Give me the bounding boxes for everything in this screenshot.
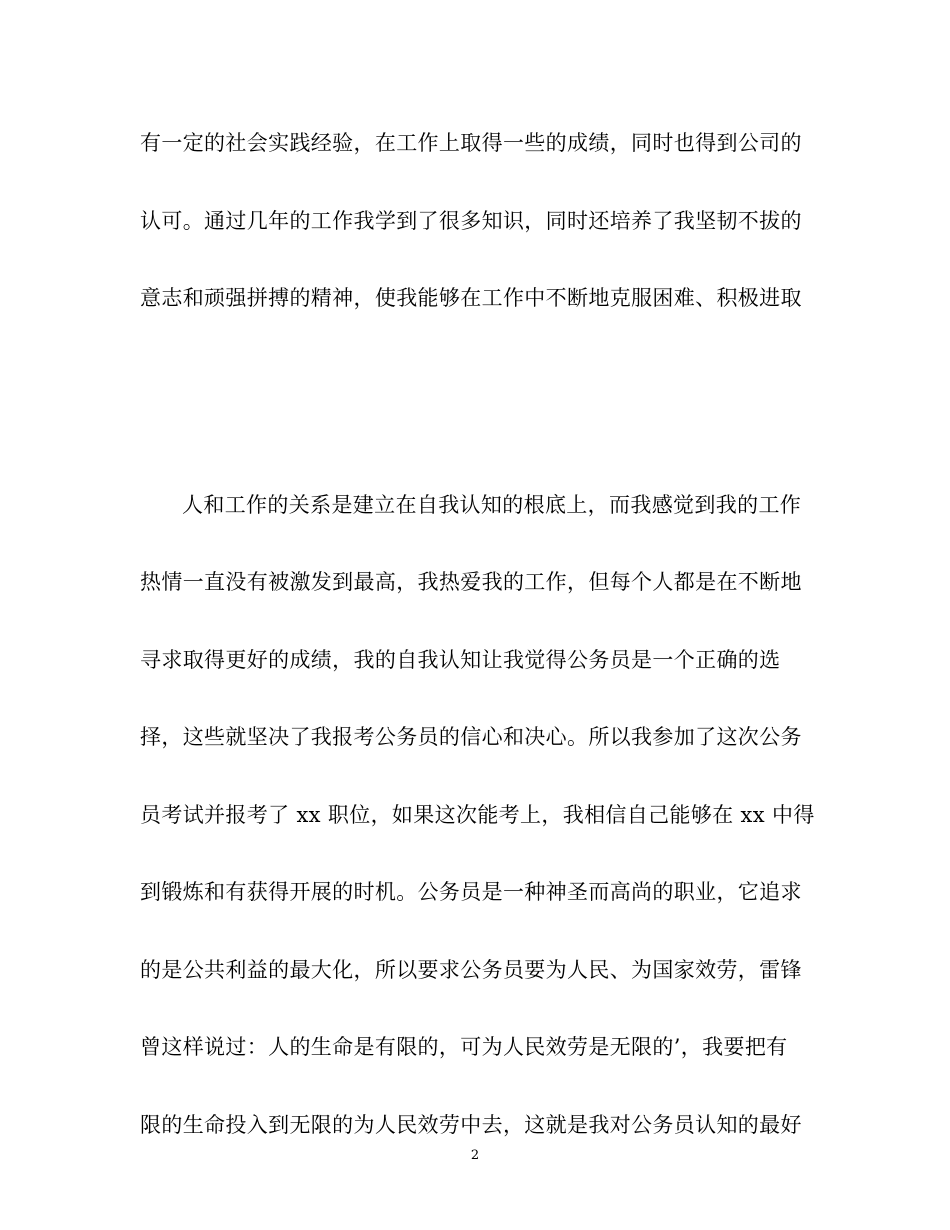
paragraph-line: 择，这些就坚决了我报考公务员的信心和决心。所以我参加了这次公务 (140, 725, 802, 749)
paragraph-line: 寻求取得更好的成绩，我的自我认知让我觉得公务员是一个正确的选 (140, 648, 781, 672)
paragraph-line: 的是公共利益的最大化，所以要求公务员要为人民、为国家效劳，雷锋 (140, 958, 802, 982)
paragraph-line: 员考试并报考了 xx 职位，如果这次能考上，我相信自己能够在 xx 中得 (140, 803, 815, 827)
paragraph-line: 到锻炼和有获得开展的时机。公务员是一种神圣而高尚的职业，它追求 (140, 880, 802, 904)
paragraph-line: 意志和顽强拼搏的精神，使我能够在工作中不断地克服困难、积极进取 (140, 286, 802, 310)
paragraph-line: 有一定的社会实践经验，在工作上取得一些的成绩，同时也得到公司的 (140, 131, 802, 155)
paragraph-line: 热情一直没有被激发到最高，我热爱我的工作，但每个人都是在不断地 (140, 570, 802, 594)
paragraph-line: 曾这样说过：人的生命是有限的，可为人民效劳是无限的’，我要把有 (140, 1035, 788, 1059)
page-number: 2 (470, 1148, 480, 1163)
paragraph-line: 限的生命投入到无限的为人民效劳中去，这就是我对公务员认知的最好 (140, 1113, 802, 1137)
paragraph-line: 认可。通过几年的工作我学到了很多知识，同时还培养了我坚韧不拔的 (140, 209, 802, 233)
paragraph-line: 人和工作的关系是建立在自我认知的根底上，而我感觉到我的工作 (182, 493, 802, 517)
